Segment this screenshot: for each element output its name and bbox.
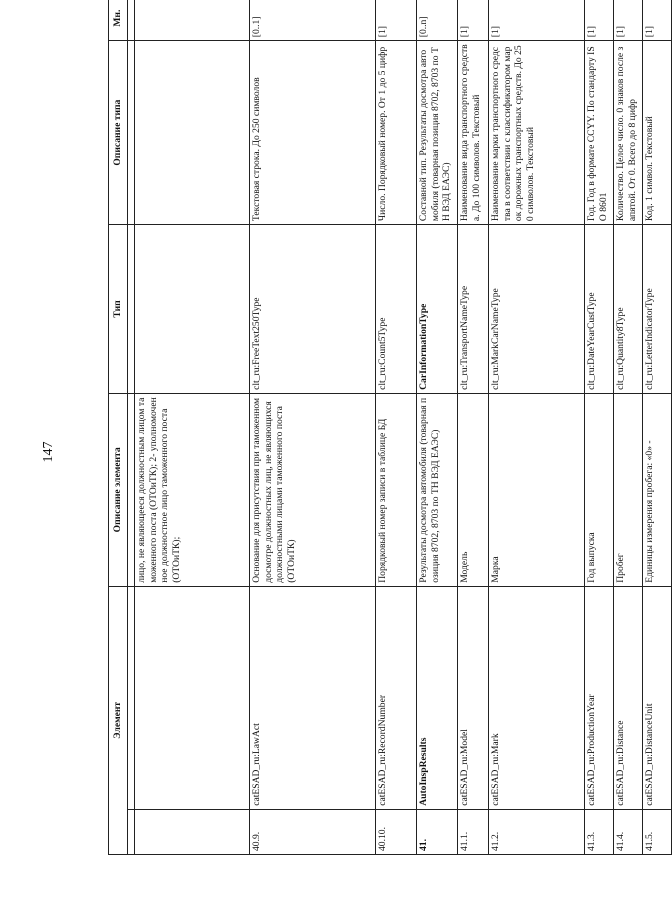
row-number: 40.9. <box>250 809 376 854</box>
row-multiplicity: [1] <box>458 0 489 41</box>
row-type-description: Число. Порядковый номер. От 1 до 5 цифр <box>376 41 417 225</box>
row-multiplicity: [1] <box>585 0 614 41</box>
row-multiplicity: [1] <box>643 0 672 41</box>
row-type-description: Количество. Целое число. 0 знаков после запятой. От 0. Всего до 8 цифр <box>614 41 643 225</box>
header-type: Тип <box>109 225 128 394</box>
row-element-description: Марка <box>489 393 585 586</box>
row-multiplicity: [0..1] <box>250 0 376 41</box>
row-type-description <box>135 41 250 225</box>
row-type: clt_ru:MarkCarNameType <box>489 225 585 394</box>
row-number: 41.3. <box>585 809 614 854</box>
row-type: clt_ru:TransportNameType <box>458 225 489 394</box>
row-number: 41.5. <box>643 809 672 854</box>
header-multiplicity: Мн. <box>109 0 128 41</box>
row-element: catESAD_ru:Mark <box>489 586 585 809</box>
row-type: clt_ru:LetterIndicatorType <box>643 225 672 394</box>
row-element: catESAD_ru:Distance <box>614 586 643 809</box>
row-type-description: Год. Год в формате CCYY. По стандарту ISO 8601 <box>585 41 614 225</box>
row-type: clt_ru:FreeText250Type <box>250 225 376 394</box>
row-element-description: Единицы измерения пробега: «0» - <box>643 393 672 586</box>
row-type-description: Наименование вида транспортного средства. До 100 символов. Текстовый <box>458 41 489 225</box>
header-type-description: Описание типа <box>109 41 128 225</box>
row-type <box>135 225 250 394</box>
row-type-description: Текстовая строка. До 250 символов <box>250 41 376 225</box>
row-element-description: Модель <box>458 393 489 586</box>
rotated-table-container <box>108 0 655 855</box>
row-element: catESAD_ru:LawAct <box>250 586 376 809</box>
row-element <box>135 586 250 809</box>
table-row <box>585 0 614 855</box>
row-element-description: Результаты досмотра автомобиля (товарная позиция 8702, 8703 по ТН ВЭД ЕАЭС) <box>417 393 458 586</box>
row-type: clt_ru:Count5Type <box>376 225 417 394</box>
table-row <box>458 0 489 855</box>
row-number <box>135 809 250 854</box>
row-multiplicity: [1] <box>376 0 417 41</box>
row-type: clt_ru:DateYearCustType <box>585 225 614 394</box>
row-element-description: лицо, не являющееся должностным лицом таможенного поста (ОТОиТК); 2- уполномоченное должностное лицо таможенного поста (ОТОиТК); <box>135 393 250 586</box>
row-multiplicity: [0..n] <box>417 0 458 41</box>
row-type: CarInformationType <box>417 225 458 394</box>
row-type-description: Код. 1 символ. Текстовый <box>643 41 672 225</box>
table-row <box>417 0 458 855</box>
row-element-description: Пробег <box>614 393 643 586</box>
row-multiplicity: [1] <box>489 0 585 41</box>
spacer-row <box>128 0 135 855</box>
table-row <box>250 0 376 855</box>
row-multiplicity: [1] <box>614 0 643 41</box>
header-element: Элемент <box>109 586 128 854</box>
row-number: 41.2. <box>489 809 585 854</box>
row-type-description: Наименование марки транспортного средства в соответствии с классификатором марок дорожных транспортных средств. До 250 символов. Текстовый <box>489 41 585 225</box>
row-type-description: Составной тип. Результаты досмотра автомобиля (товарная позиция 8702, 8703 по ТН ВЭД ЕАЭС) <box>417 41 458 225</box>
row-number: 41. <box>417 809 458 854</box>
table-row <box>643 0 672 855</box>
table-row <box>489 0 585 855</box>
row-element: catESAD_ru:RecordNumber <box>376 586 417 809</box>
header-element-description: Описание элемента <box>109 393 128 586</box>
row-number: 40.10. <box>376 809 417 854</box>
table-row <box>376 0 417 855</box>
row-element-description: Основание для присутствия при таможенном досмотре должностных лиц, не являющихся должностными лицами таможенного поста (ОТОиТК) <box>250 393 376 586</box>
row-element: catESAD_ru:Model <box>458 586 489 809</box>
row-element-description: Год выпуска <box>585 393 614 586</box>
row-number: 41.4. <box>614 809 643 854</box>
table-row <box>135 0 250 855</box>
row-number: 41.1. <box>458 809 489 854</box>
row-element: AutoInspResults <box>417 586 458 809</box>
row-element: catESAD_ru:ProductionYear <box>585 586 614 809</box>
row-element: catESAD_ru:DistanceUnit <box>643 586 672 809</box>
page-number: 147 <box>41 441 56 463</box>
row-multiplicity <box>135 0 250 41</box>
element-description-table <box>108 0 672 855</box>
row-element-description: Порядковый номер записи в таблице БД <box>376 393 417 586</box>
row-type: clt_ru:Quantity8Type <box>614 225 643 394</box>
table-row <box>614 0 643 855</box>
table-header-row <box>109 0 128 855</box>
